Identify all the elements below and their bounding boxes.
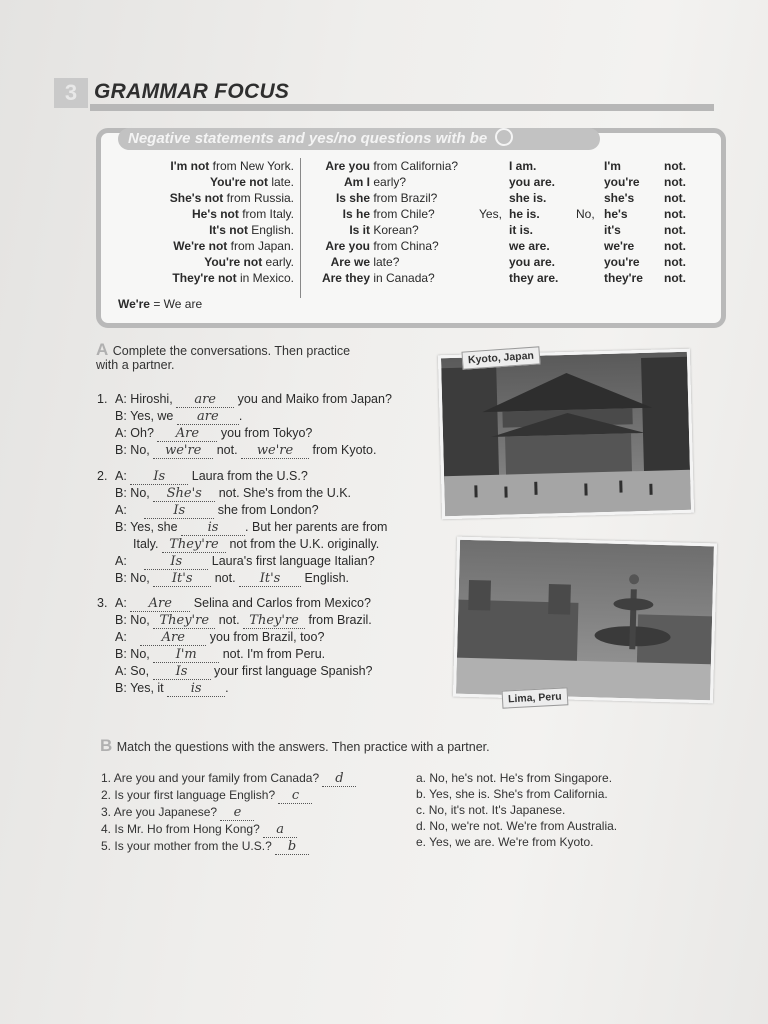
lima-plaza-image xyxy=(456,540,714,701)
question-row xyxy=(304,158,474,174)
question-row xyxy=(304,206,474,222)
question-row xyxy=(304,222,474,238)
question-verb: Are they xyxy=(321,271,370,285)
match-answer-blank[interactable]: c xyxy=(278,789,312,804)
exercise-a-letter: A xyxy=(96,340,109,359)
question-row xyxy=(304,174,474,190)
negative-subject: She's not xyxy=(169,191,224,205)
question-text: Is Mr. Ho from Hong Kong? xyxy=(114,822,260,836)
no-subject: you're xyxy=(604,175,640,189)
line-text: not. xyxy=(218,613,240,627)
line-text: you from Brazil, too? xyxy=(209,630,325,644)
question-rest: from Brazil? xyxy=(373,191,438,205)
answer-letter: a. xyxy=(416,771,427,785)
line-text: English. xyxy=(304,571,350,585)
yes-answer: he is. xyxy=(509,207,540,221)
note-rest: = We are xyxy=(153,297,203,311)
grammar-title-text: Negative statements and yes/no questions with be xyxy=(128,130,488,147)
match-answer-blank[interactable]: e xyxy=(220,806,254,821)
answer-blank[interactable]: Are xyxy=(157,427,217,442)
line-text: Selina and Carlos from Mexico? xyxy=(193,596,371,610)
match-answer xyxy=(416,770,676,786)
answer-text: No, it's not. It's Japanese. xyxy=(428,803,566,817)
match-answer-blank[interactable]: d xyxy=(322,772,356,787)
conv2-line5 xyxy=(133,536,379,553)
speaker: A: xyxy=(115,664,127,678)
lima-photo xyxy=(453,537,717,704)
not-word: not. xyxy=(664,207,686,221)
negative-row xyxy=(104,158,294,174)
yes-answer: you are. xyxy=(509,255,556,269)
answer-letter: d. xyxy=(416,819,427,833)
conv1-line1 xyxy=(115,391,392,408)
line-text: not. xyxy=(216,443,238,457)
speaker: A: xyxy=(115,392,127,406)
negative-statements xyxy=(104,158,294,312)
answer-letter: b. xyxy=(416,787,427,801)
conv3-line6 xyxy=(115,680,229,697)
line-text: So, xyxy=(130,664,150,678)
conv2-line6 xyxy=(115,553,375,570)
conv3-line5 xyxy=(115,663,372,680)
not-word: not. xyxy=(664,255,686,269)
grammar-box-title xyxy=(118,128,600,150)
question-verb: Are you xyxy=(325,239,370,253)
negative-row xyxy=(104,190,294,206)
negative-rest: from Italy. xyxy=(242,207,294,221)
kyoto-caption: Kyoto, Japan xyxy=(461,346,540,369)
line-text: Laura from the U.S.? xyxy=(191,469,308,483)
conv1-line3 xyxy=(115,425,312,442)
line-text: she from London? xyxy=(217,503,319,517)
answer-blank[interactable]: are xyxy=(176,393,234,408)
section-number: 3 xyxy=(54,78,88,108)
no-subject: you're xyxy=(604,255,640,269)
answer-blank[interactable]: Are xyxy=(140,631,206,646)
negative-subject: He's not xyxy=(192,207,239,221)
short-answers-yes xyxy=(509,158,579,286)
lima-caption: Lima, Peru xyxy=(502,687,569,708)
yes-answer: they are. xyxy=(509,271,559,285)
speaker: B: xyxy=(115,681,127,695)
match-answer xyxy=(416,818,676,834)
answer-blank[interactable]: we're xyxy=(153,444,213,459)
line-text: No, xyxy=(130,443,150,457)
question-rest: from California? xyxy=(373,159,459,173)
match-answer xyxy=(416,802,676,818)
speaker: B: xyxy=(115,647,127,661)
question-text: Is your mother from the U.S.? xyxy=(114,839,272,853)
conv2-line2 xyxy=(115,485,351,502)
not-word: not. xyxy=(664,271,686,285)
grammar-divider xyxy=(300,158,301,298)
question-verb: Are you xyxy=(325,159,370,173)
question-rest: from Chile? xyxy=(373,207,435,221)
line-text: you and Maiko from Japan? xyxy=(237,392,392,406)
conv3-line1 xyxy=(115,595,371,612)
answer-blank[interactable]: Are xyxy=(130,597,190,612)
line-text: not. I'm from Peru. xyxy=(222,647,326,661)
line-text: . xyxy=(238,409,243,423)
question-text: Are you Japanese? xyxy=(113,805,218,819)
negative-subject: You're not xyxy=(210,175,268,189)
negative-row xyxy=(104,174,294,190)
negative-rest: from Russia. xyxy=(226,191,294,205)
line-text: No, xyxy=(130,486,150,500)
exercise-a-heading xyxy=(96,340,350,360)
answer-blank[interactable]: Is xyxy=(130,470,188,485)
yes-no-questions xyxy=(304,158,474,286)
negative-subject: We're not xyxy=(173,239,228,253)
line-text: Yes, we xyxy=(130,409,174,423)
negative-rest: late. xyxy=(271,175,294,189)
not-word: not. xyxy=(664,175,686,189)
not-word: not. xyxy=(664,191,686,205)
speaker: A: xyxy=(115,630,127,644)
yes-answer: she is. xyxy=(509,191,547,205)
no-subject: I'm xyxy=(604,159,621,173)
match-question xyxy=(101,770,411,787)
answer-blank[interactable]: are xyxy=(177,410,239,425)
answer-blank[interactable]: It's xyxy=(153,572,211,587)
question-rest: from China? xyxy=(373,239,439,253)
yes-answer: I am. xyxy=(509,159,537,173)
answer-text: Yes, we are. We're from Kyoto. xyxy=(429,835,594,849)
match-question xyxy=(101,821,411,838)
answer-text: Yes, she is. She's from California. xyxy=(429,787,608,801)
exercise-b-heading xyxy=(100,736,490,756)
speaker: B: xyxy=(115,409,127,423)
speaker: A: xyxy=(115,596,127,610)
question-row xyxy=(304,270,474,286)
short-answers-no xyxy=(604,158,662,286)
line-text: your first language Spanish? xyxy=(214,664,373,678)
speaker: A: xyxy=(115,554,127,568)
match-question xyxy=(101,787,411,804)
line-text: Laura's first language Italian? xyxy=(211,554,375,568)
negative-rest: from New York. xyxy=(212,159,294,173)
question-row xyxy=(304,190,474,206)
answer-blank[interactable]: She's xyxy=(153,487,215,502)
no-subject: they're xyxy=(604,271,643,285)
exercise-b-questions xyxy=(101,770,411,855)
negative-row xyxy=(104,206,294,222)
line-text: Italy. xyxy=(133,537,159,551)
match-answer-blank[interactable]: b xyxy=(275,840,309,855)
not-word: not. xyxy=(664,223,686,237)
speaker: B: xyxy=(115,571,127,585)
answer-blank[interactable]: Is xyxy=(153,665,211,680)
no-subject: it's xyxy=(604,223,621,237)
negative-row xyxy=(104,254,294,270)
conv2-line4 xyxy=(115,519,387,536)
answer-text: No, he's not. He's from Singapore. xyxy=(429,771,613,785)
answer-blank[interactable]: They're xyxy=(162,538,226,553)
question-number: 1. xyxy=(101,771,112,785)
yes-answer: it is. xyxy=(509,223,534,237)
question-rest: early? xyxy=(373,175,407,189)
answer-blank[interactable]: Is xyxy=(144,504,214,519)
answer-blank[interactable]: we're xyxy=(241,444,309,459)
answer-letter: e. xyxy=(416,835,427,849)
line-text: No, xyxy=(130,571,150,585)
question-text: Are you and your family from Canada? xyxy=(113,771,320,785)
exercise-a-instruction-2: with a partner. xyxy=(96,358,175,372)
question-verb: Is he xyxy=(342,207,370,221)
no-subject: she's xyxy=(604,191,635,205)
kyoto-temple-image xyxy=(441,352,691,516)
question-verb: Are we xyxy=(330,255,370,269)
line-text: not from the U.K. originally. xyxy=(229,537,380,551)
conv1-line2 xyxy=(115,408,242,425)
conv3-number: 3. xyxy=(97,596,108,610)
answer-blank[interactable]: Is xyxy=(144,555,208,570)
negative-subject: I'm not xyxy=(170,159,210,173)
match-question xyxy=(101,804,411,821)
question-row xyxy=(304,238,474,254)
answer-blank[interactable]: They're xyxy=(243,614,305,629)
speaker: A: xyxy=(115,469,127,483)
no-label: No, xyxy=(576,207,595,221)
line-text: Yes, it xyxy=(130,681,164,695)
contraction-note xyxy=(104,296,294,312)
line-text: . xyxy=(225,681,229,695)
question-rest: Korean? xyxy=(373,223,419,237)
match-answer-blank[interactable]: a xyxy=(263,823,297,838)
question-rest: late? xyxy=(373,255,400,269)
not-word: not. xyxy=(664,159,686,173)
negative-row xyxy=(104,270,294,286)
conv2-number: 2. xyxy=(97,469,108,483)
question-verb: Is it xyxy=(349,223,370,237)
audio-icon xyxy=(495,128,513,146)
speaker: B: xyxy=(115,520,127,534)
line-text: No, xyxy=(130,613,150,627)
no-subject: we're xyxy=(604,239,635,253)
short-answers-not xyxy=(664,158,694,286)
answer-letter: c. xyxy=(416,803,426,817)
speaker: B: xyxy=(115,443,127,457)
answer-blank[interactable]: is xyxy=(181,521,245,536)
answer-blank[interactable]: I'm xyxy=(153,648,219,663)
question-text: Is your first language English? xyxy=(114,788,276,802)
conv3-line2 xyxy=(115,612,372,629)
conv1-line4 xyxy=(115,442,376,459)
negative-rest: from Japan. xyxy=(230,239,294,253)
line-text: not. xyxy=(214,571,236,585)
line-text: No, xyxy=(130,647,150,661)
negative-rest: English. xyxy=(251,223,294,237)
yes-answer: you are. xyxy=(509,175,556,189)
question-verb: Am I xyxy=(343,175,370,189)
negative-rest: in Mexico. xyxy=(239,271,294,285)
exercise-b-instruction: Match the questions with the answers. Then practice with a partner. xyxy=(116,740,490,754)
line-text: not. She's from the U.K. xyxy=(218,486,352,500)
answer-text: No, we're not. We're from Australia. xyxy=(429,819,618,833)
negative-subject: It's not xyxy=(209,223,248,237)
exercise-b-answers xyxy=(416,770,676,850)
answer-blank[interactable]: They're xyxy=(153,614,215,629)
negative-subject: You're not xyxy=(204,255,263,269)
question-number: 3. xyxy=(101,805,112,819)
negative-row xyxy=(104,238,294,254)
speaker: B: xyxy=(115,613,127,627)
answer-blank[interactable]: It's xyxy=(239,572,301,587)
yes-answer: we are. xyxy=(509,239,550,253)
line-text: you from Tokyo? xyxy=(220,426,313,440)
match-answer xyxy=(416,786,676,802)
section-title: GRAMMAR FOCUS xyxy=(94,80,290,103)
answer-blank[interactable]: is xyxy=(167,682,225,697)
conv3-line3 xyxy=(115,629,324,646)
conv3-line4 xyxy=(115,646,325,663)
no-subject: he's xyxy=(604,207,628,221)
question-number: 5. xyxy=(101,839,112,853)
not-word: not. xyxy=(664,239,686,253)
kyoto-photo xyxy=(438,349,694,520)
match-answer xyxy=(416,834,676,850)
conv2-line3 xyxy=(115,502,319,519)
line-text: Hiroshi, xyxy=(130,392,173,406)
match-question xyxy=(101,838,411,855)
exercise-b-letter: B xyxy=(100,736,113,755)
line-text: from Kyoto. xyxy=(312,443,377,457)
line-text: . But her parents are from xyxy=(245,520,388,534)
line-text: from Brazil. xyxy=(308,613,372,627)
negative-rest: early. xyxy=(265,255,294,269)
question-row xyxy=(304,254,474,270)
conv1-number: 1. xyxy=(97,392,108,406)
note-bold: We're xyxy=(118,297,150,311)
negative-row xyxy=(104,222,294,238)
question-rest: in Canada? xyxy=(373,271,435,285)
line-text: Yes, she xyxy=(130,520,178,534)
conv2-line7 xyxy=(115,570,349,587)
yes-label: Yes, xyxy=(479,207,502,221)
line-text: Oh? xyxy=(130,426,154,440)
section-rule xyxy=(90,104,714,111)
negative-subject: They're not xyxy=(172,271,237,285)
exercise-a-instruction-1: Complete the conversations. Then practice xyxy=(112,344,351,358)
question-number: 4. xyxy=(101,822,112,836)
conv2-line1 xyxy=(115,468,308,485)
speaker: A: xyxy=(115,503,127,517)
speaker: A: xyxy=(115,426,127,440)
question-number: 2. xyxy=(101,788,112,802)
question-verb: Is she xyxy=(335,191,370,205)
speaker: B: xyxy=(115,486,127,500)
